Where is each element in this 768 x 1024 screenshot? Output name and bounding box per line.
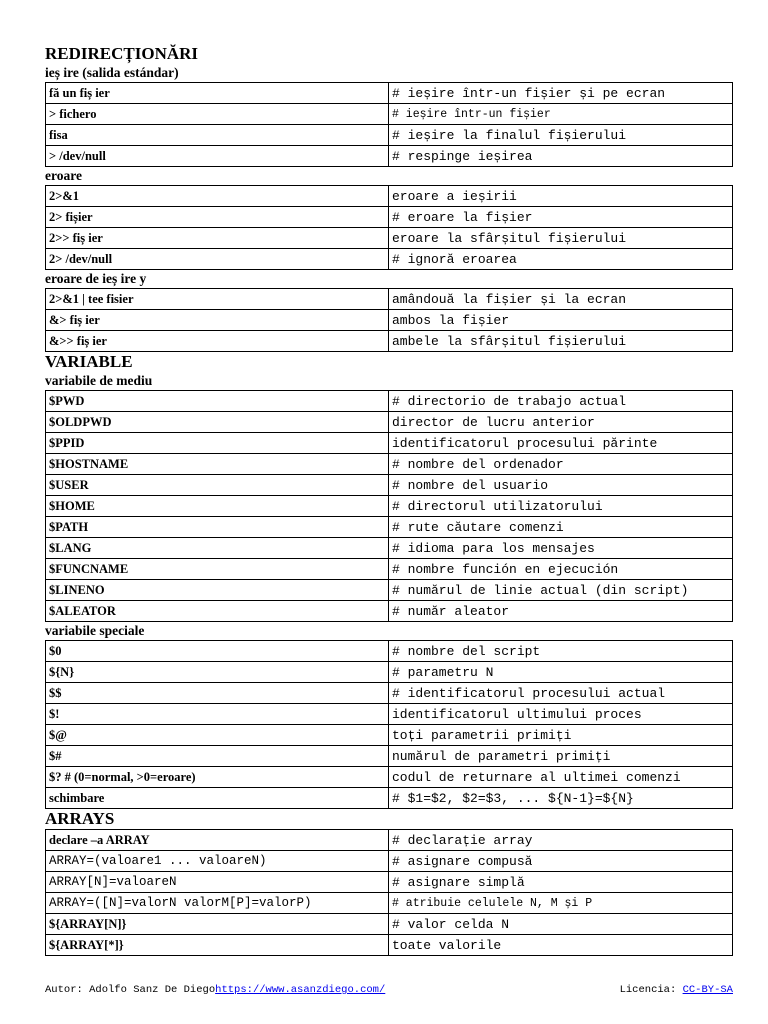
section-title-arrays: ARRAYS [45, 809, 115, 828]
table-row [46, 83, 733, 104]
table-row [46, 767, 733, 788]
description-cell: director de lucru anterior [389, 412, 733, 433]
description-cell: # respinge ieșirea [389, 146, 733, 167]
subsection-title-both: eroare de ieș ire y [45, 271, 147, 286]
table-row [46, 454, 733, 475]
table-row [46, 830, 733, 851]
table-row [46, 704, 733, 725]
description-cell: # ieșire la finalul fișierului [389, 125, 733, 146]
description-cell: # directorul utilizatorului [389, 496, 733, 517]
table-row [46, 228, 733, 249]
table-row [46, 249, 733, 270]
table-row [46, 146, 733, 167]
description-cell: # $1=$2, $2=$3, ... ${N-1}=${N} [389, 788, 733, 809]
description-cell: ambos la fișier [389, 310, 733, 331]
command-cell: $$ [46, 683, 389, 704]
description-cell: # atribuie celulele N, M și P [389, 893, 733, 914]
description-cell: eroare a ieșirii [389, 186, 733, 207]
description-cell: eroare la sfârșitul fișierului [389, 228, 733, 249]
command-cell: $0 [46, 641, 389, 662]
command-cell: $@ [46, 725, 389, 746]
command-cell: &> fiș ier [46, 310, 389, 331]
command-cell: ARRAY[N]=valoareN [46, 872, 389, 893]
table-row [46, 851, 733, 872]
command-cell: $HOSTNAME [46, 454, 389, 475]
description-cell: # valor celda N [389, 914, 733, 935]
subsection-title-env: variabile de mediu [45, 373, 153, 388]
command-cell: schimbare [46, 788, 389, 809]
command-cell: declare –a ARRAY [46, 830, 389, 851]
table-row [46, 475, 733, 496]
command-cell: $ALEATOR [46, 601, 389, 622]
table-row [46, 559, 733, 580]
command-cell: &>> fiș ier [46, 331, 389, 352]
description-cell: ambele la sfârșitul fișierului [389, 331, 733, 352]
description-cell: numărul de parametri primiți [389, 746, 733, 767]
command-cell: fisa [46, 125, 389, 146]
command-cell: 2>> fiș ier [46, 228, 389, 249]
section-title-redirections: REDIRECȚIONĂRI [45, 44, 199, 63]
cheatsheet-page [45, 44, 733, 956]
author-text: Autor: Adolfo Sanz De Diego [45, 984, 216, 996]
command-cell: ARRAY=([N]=valorN valorM[P]=valorP) [46, 893, 389, 914]
table-row [46, 433, 733, 454]
command-cell: $OLDPWD [46, 412, 389, 433]
command-cell: $! [46, 704, 389, 725]
subsection-title-special: variabile speciale [45, 623, 145, 638]
command-cell: ARRAY=(valoare1 ... valoareN) [46, 851, 389, 872]
description-cell: # numărul de linie actual (din script) [389, 580, 733, 601]
section-title-variables: VARIABLE [45, 352, 133, 371]
table-row [46, 517, 733, 538]
description-cell: # ieșire într-un fișier [389, 104, 733, 125]
license-info [620, 984, 733, 996]
command-cell: $# [46, 746, 389, 767]
table-row [46, 391, 733, 412]
table-row [46, 914, 733, 935]
table-row [46, 788, 733, 809]
description-cell: codul de returnare al ultimei comenzi [389, 767, 733, 788]
table-row [46, 104, 733, 125]
special-variables-table [45, 640, 733, 809]
command-cell: 2>&1 | tee fisier [46, 289, 389, 310]
table-row [46, 746, 733, 767]
command-cell: $PPID [46, 433, 389, 454]
command-cell: 2> /dev/null [46, 249, 389, 270]
table-row [46, 125, 733, 146]
command-cell: 2>&1 [46, 186, 389, 207]
command-cell: $HOME [46, 496, 389, 517]
description-cell: # ignoră eroarea [389, 249, 733, 270]
license-link[interactable]: CC-BY-SA [682, 984, 733, 996]
subsection-title-stdout: ieș ire (salida estándar) [45, 65, 179, 80]
description-cell: # nombre del ordenador [389, 454, 733, 475]
table-row [46, 601, 733, 622]
description-cell: identificatorul procesului părinte [389, 433, 733, 454]
description-cell: # declarație array [389, 830, 733, 851]
table-row [46, 683, 733, 704]
description-cell: toate valorile [389, 935, 733, 956]
description-cell: # asignare simplă [389, 872, 733, 893]
command-cell: $LINENO [46, 580, 389, 601]
description-cell: # eroare la fișier [389, 207, 733, 228]
command-cell: $? # (0=normal, >0=eroare) [46, 767, 389, 788]
command-cell: $USER [46, 475, 389, 496]
table-row [46, 186, 733, 207]
table-row [46, 872, 733, 893]
description-cell: toți parametrii primiți [389, 725, 733, 746]
description-cell: # identificatorul procesului actual [389, 683, 733, 704]
command-cell: $PWD [46, 391, 389, 412]
table-row [46, 289, 733, 310]
command-cell: > /dev/null [46, 146, 389, 167]
table-row [46, 496, 733, 517]
both-table [45, 288, 733, 352]
env-variables-table [45, 390, 733, 622]
command-cell: ${ARRAY[*]} [46, 935, 389, 956]
table-row [46, 310, 733, 331]
command-cell: $LANG [46, 538, 389, 559]
error-table [45, 185, 733, 270]
subsection-title-error: eroare [45, 168, 82, 183]
description-cell: amândouă la fișier și la ecran [389, 289, 733, 310]
description-cell: identificatorul ultimului proces [389, 704, 733, 725]
description-cell: # directorio de trabajo actual [389, 391, 733, 412]
table-row [46, 580, 733, 601]
arrays-table [45, 829, 733, 956]
command-cell: > fichero [46, 104, 389, 125]
table-row [46, 641, 733, 662]
description-cell: # parametru N [389, 662, 733, 683]
description-cell: # nombre del script [389, 641, 733, 662]
command-cell: 2> fișier [46, 207, 389, 228]
table-row [46, 538, 733, 559]
description-cell: # asignare compusă [389, 851, 733, 872]
license-label: Licencia: [619, 984, 683, 996]
command-cell: $PATH [46, 517, 389, 538]
command-cell: ${N} [46, 662, 389, 683]
table-row [46, 893, 733, 914]
table-row [46, 935, 733, 956]
table-row [46, 662, 733, 683]
description-cell: # număr aleator [389, 601, 733, 622]
description-cell: # nombre función en ejecución [389, 559, 733, 580]
command-cell: fă un fiș ier [46, 83, 389, 104]
description-cell: # nombre del usuario [389, 475, 733, 496]
command-cell: ${ARRAY[N]} [46, 914, 389, 935]
description-cell: # idioma para los mensajes [389, 538, 733, 559]
description-cell: # ieșire într-un fișier și pe ecran [389, 83, 733, 104]
table-row [46, 725, 733, 746]
table-row [46, 207, 733, 228]
footer [45, 984, 733, 996]
description-cell: # rute căutare comenzi [389, 517, 733, 538]
stdout-table [45, 82, 733, 167]
author-url-link[interactable]: https://www.asanzdiego.com/ [215, 984, 386, 996]
command-cell: $FUNCNAME [46, 559, 389, 580]
table-row [46, 412, 733, 433]
table-row [46, 331, 733, 352]
